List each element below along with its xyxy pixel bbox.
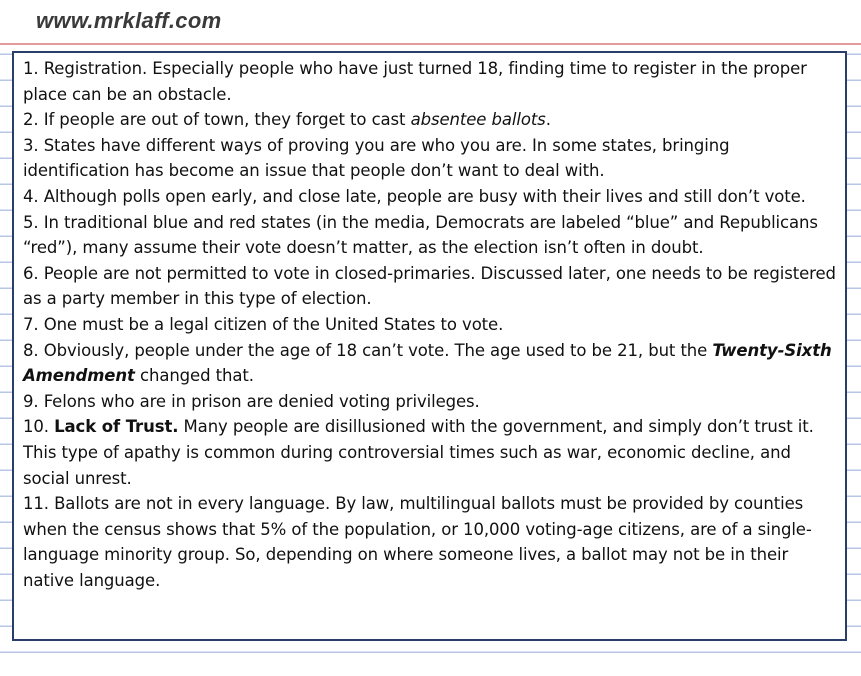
list-item <box>23 338 837 389</box>
list-item: 9. Felons who are in prison are denied voting privileges. <box>23 391 480 411</box>
list-item: 4. Although polls open early, and close late, people are busy with their lives and still don’t vote. <box>23 186 806 206</box>
content-box <box>12 51 847 641</box>
item-text: 2. If people are out of town, they forget to cast <box>23 110 411 130</box>
item-text: 8. Obviously, people under the age of 18 can’t vote. The age used to be 21, but the <box>23 340 713 360</box>
margin-rule <box>0 43 861 45</box>
site-title: www.mrklaff.com <box>36 8 222 33</box>
item-text: . <box>545 110 551 130</box>
item-emphasis: Lack of Trust. <box>54 417 179 437</box>
list-item: 1. Registration. Especially people who have just turned 18, finding time to register in the proper place can be an obstacle. <box>23 59 807 104</box>
item-text: 10. <box>23 417 55 437</box>
list-item: 3. States have different ways of proving you are who you are. In some states, bringing identification has become an issue that people don’t want to deal with. <box>23 135 730 181</box>
reasons-list <box>23 56 837 593</box>
list-item: 7. One must be a legal citizen of the United States to vote. <box>23 314 504 334</box>
list-item: 5. In traditional blue and red states (in the media, Democrats are labeled “blue” and Republicans “red”), many assume their vote doesn’t matter, as the election isn’t often in doubt. <box>23 212 818 258</box>
page-header <box>0 0 861 40</box>
list-item: 6. People are not permitted to vote in closed-primaries. Discussed later, one needs to be registered as a party member in this type of election. <box>23 263 836 309</box>
list-item <box>23 414 837 491</box>
item-text: changed that. <box>134 366 254 386</box>
item-emphasis: absentee ballots <box>410 110 546 130</box>
list-item: 11. Ballots are not in every language. By law, multilingual ballots must be provided by counties when the census shows that 5% of the population, or 10,000 voting-age citizens, are of a single-language minority group. So, depending on where someone lives, a ballot may not be in their native language. <box>23 494 812 590</box>
list-item <box>23 107 837 133</box>
item-text: Many people are disillusioned with the government, and simply don’t trust it. This type of apathy is common during controversial times such as war, economic decline, and social unrest. <box>23 417 814 488</box>
item-emphasis: Twenty-Sixth Amendment <box>23 340 832 386</box>
